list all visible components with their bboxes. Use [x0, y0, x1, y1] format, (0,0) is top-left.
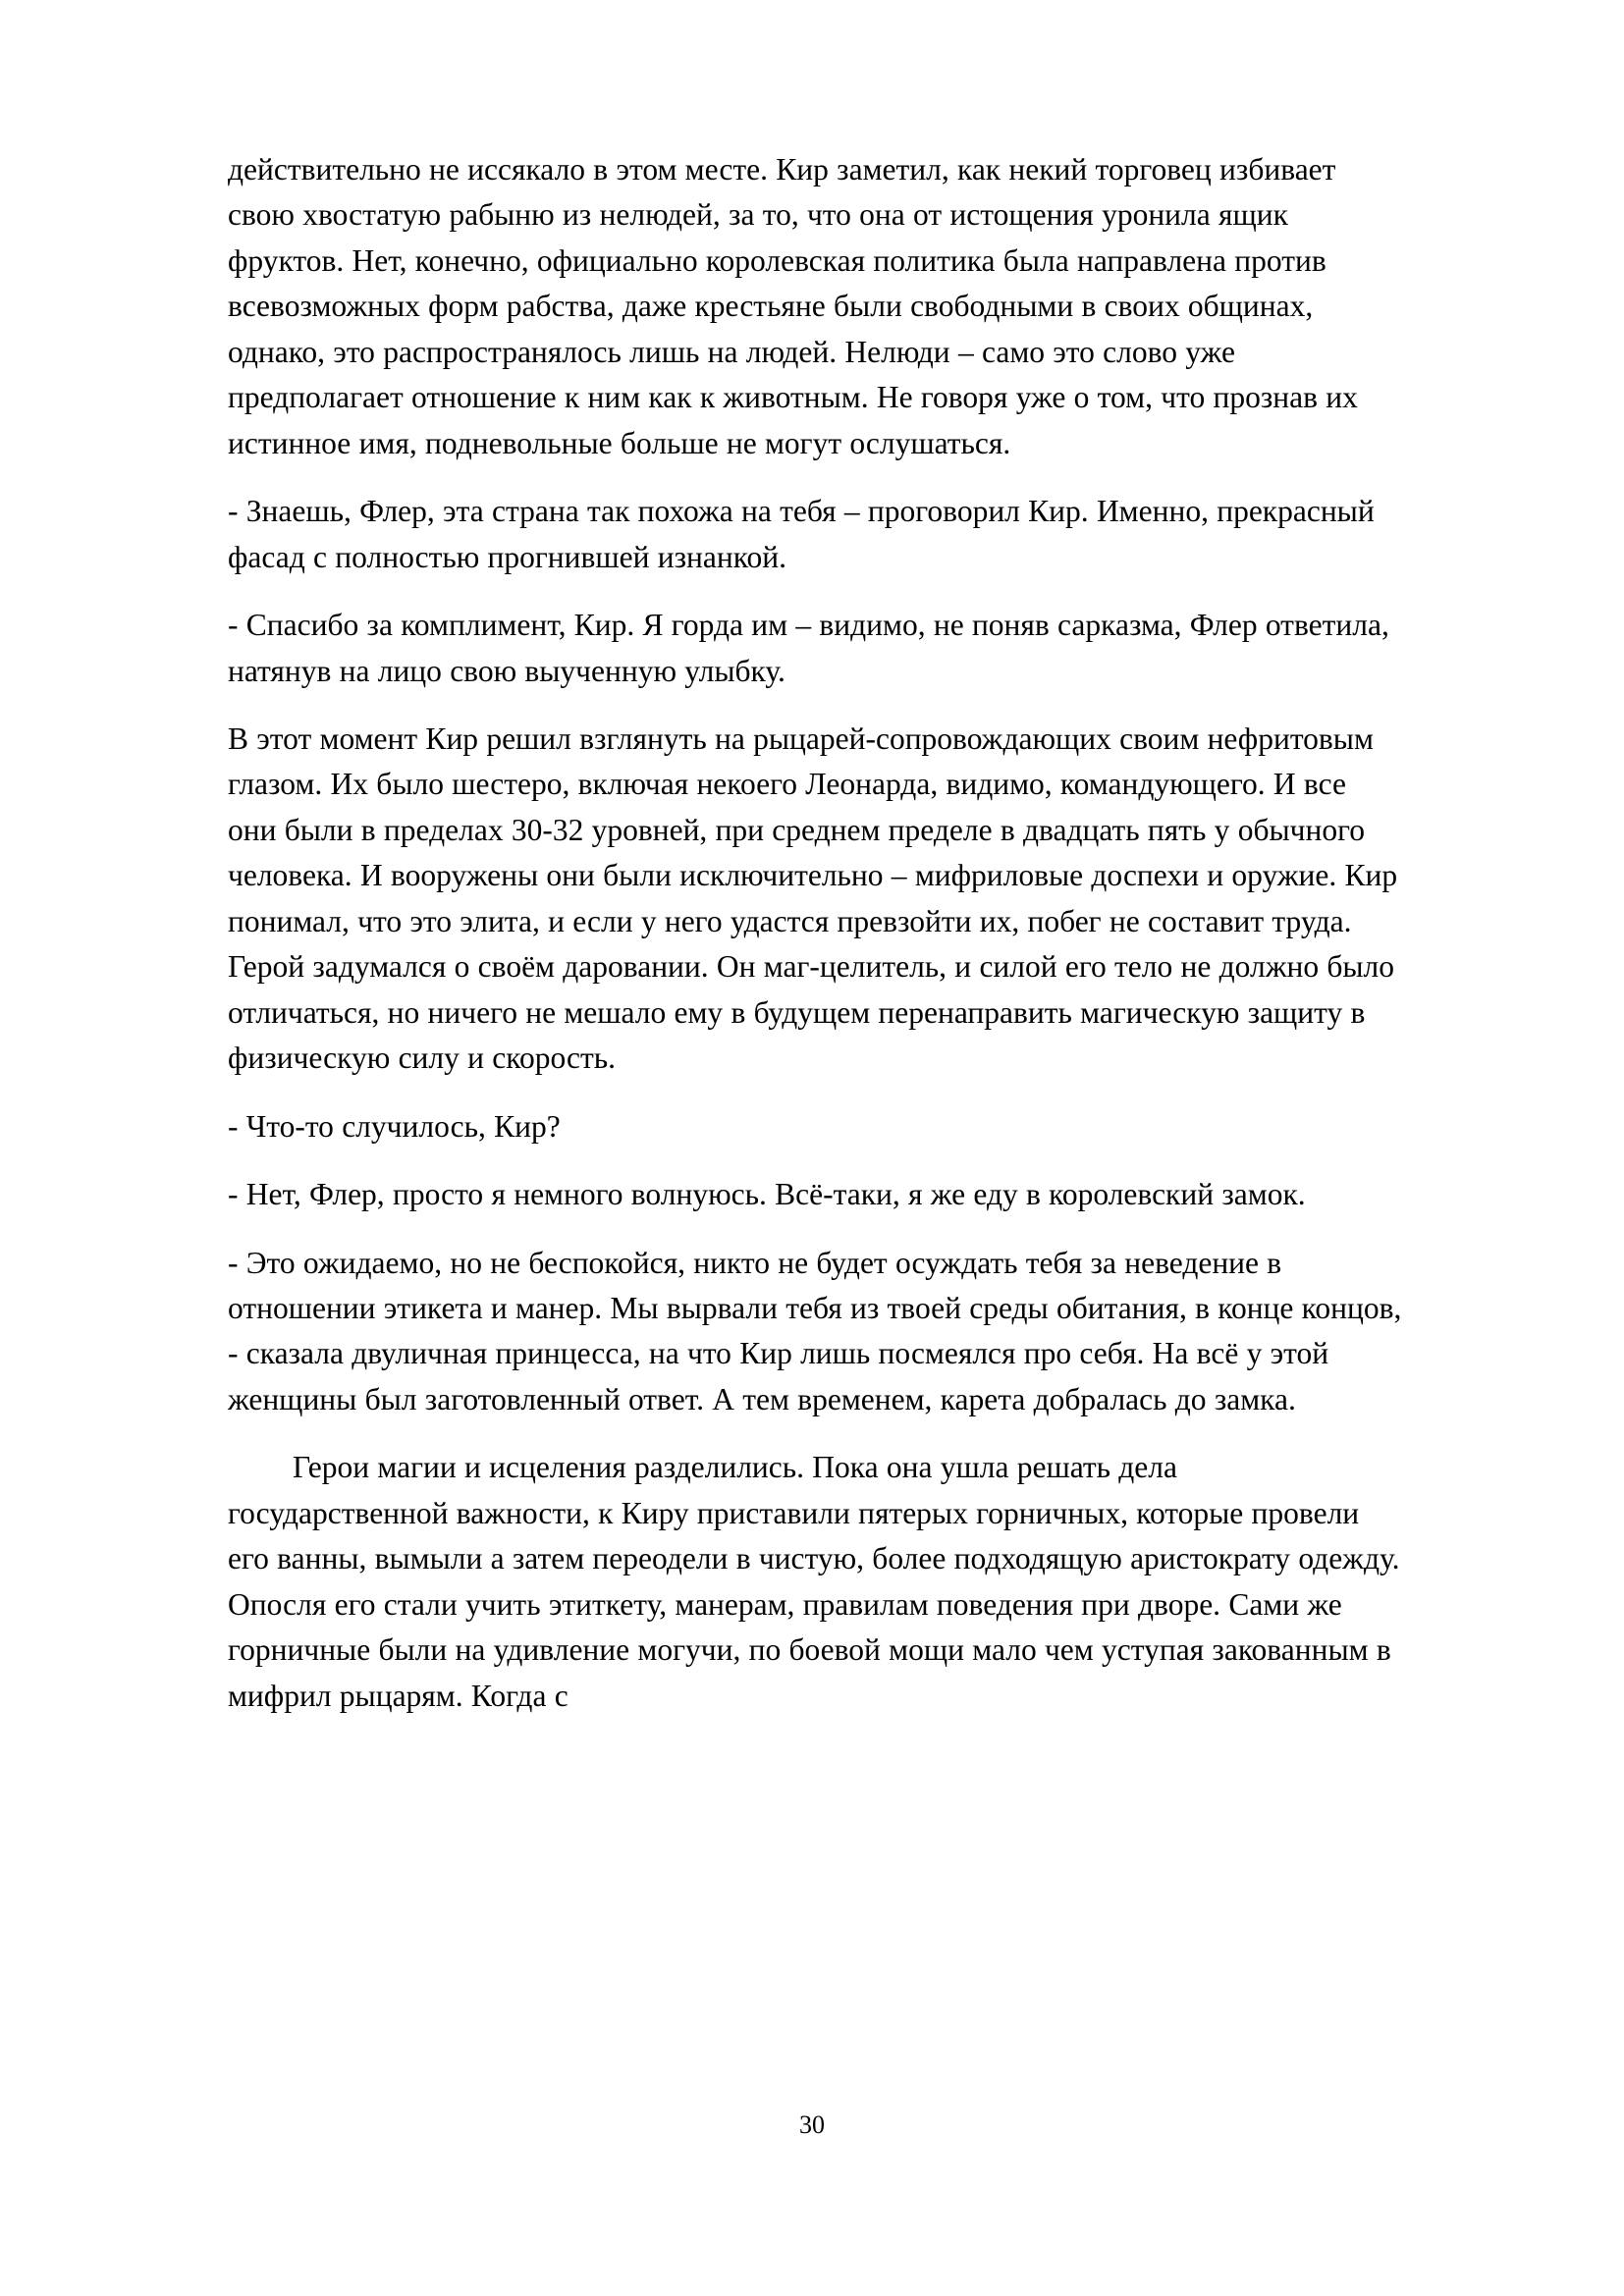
- paragraph: - Знаешь, Флер, эта страна так похожа на тебя – проговорил Кир. Именно, прекрасный фасад с полностью прогнившей изнанкой.: [228, 494, 1375, 574]
- page-number: 30: [799, 2110, 825, 2139]
- paragraph: - Это ожидаемо, но не беспокойся, никто не будет осуждать тебя за неведение в отношении этикета и манер. Мы вырвали тебя из твоей среды обитания, в конце концов, - сказала двуличная принцесса, на что Кир лишь посмеялся про себя. На всё у этой женщины был заготовленный ответ. А тем временем, карета добралась до замка.: [228, 1245, 1402, 1416]
- paragraph: - Спасибо за комплимент, Кир. Я горда им – видимо, не поняв сарказма, Флер ответила, натянув на лицо свою выученную улыбку.: [228, 608, 1389, 688]
- page-body-text: [228, 147, 1402, 1741]
- paragraph: - Что-то случилось, Кир?: [228, 1108, 561, 1144]
- paragraph: действительно не иссякало в этом месте. Кир заметил, как некий торговец избивает свою хвостатую рабыню из нелюдей, за то, что она от истощения уронила ящик фруктов. Нет, конечно, официально королевская политика была направлена против всевозможных форм рабства, даже крестьяне были свободными в своих общинах, однако, это распространялось лишь на людей. Нелюди – само это слово уже предполагает отношение к ним как к животным. Не говоря уже о том, что прознав их истинное имя, подневольные больше не могут ослушаться.: [228, 152, 1358, 460]
- paragraph: - Нет, Флер, просто я немного волнуюсь. Всё-таки, я же еду в королевский замок.: [228, 1177, 1306, 1212]
- paragraph: Герои магии и исцеления разделились. Пока она ушла решать дела государственной важности, к Киру приставили пятерых горничных, которые провели его ванны, вымыли а затем переодели в чистую, более подходящую аристократу одежду. Опосля его стали учить этиткету, манерам, правилам поведения при дворе. Сами же горничные были на удивление могучи, по боевой мощи мало чем уступая закованным в мифрил рыцарям. Когда с: [228, 1450, 1400, 1713]
- paragraph: В этот момент Кир решил взглянуть на рыцарей-сопровождающих своим нефритовым глазом. Их было шестеро, включая некоего Леонарда, видимо, командующего. И все они были в пределах 30-32 уровней, при среднем пределе в двадцать пять у обычного человека. И вооружены они были исключительно – мифриловые доспехи и оружие. Кир понимал, что это элита, и если у него удастся превзойти их, побег не составит труда. Герой задумался о своём даровании. Он маг-целитель, и силой его тело не должно было отличаться, но ничего не мешало ему в будущем перенаправить магическую защиту в физическую силу и скорость.: [228, 721, 1398, 1076]
